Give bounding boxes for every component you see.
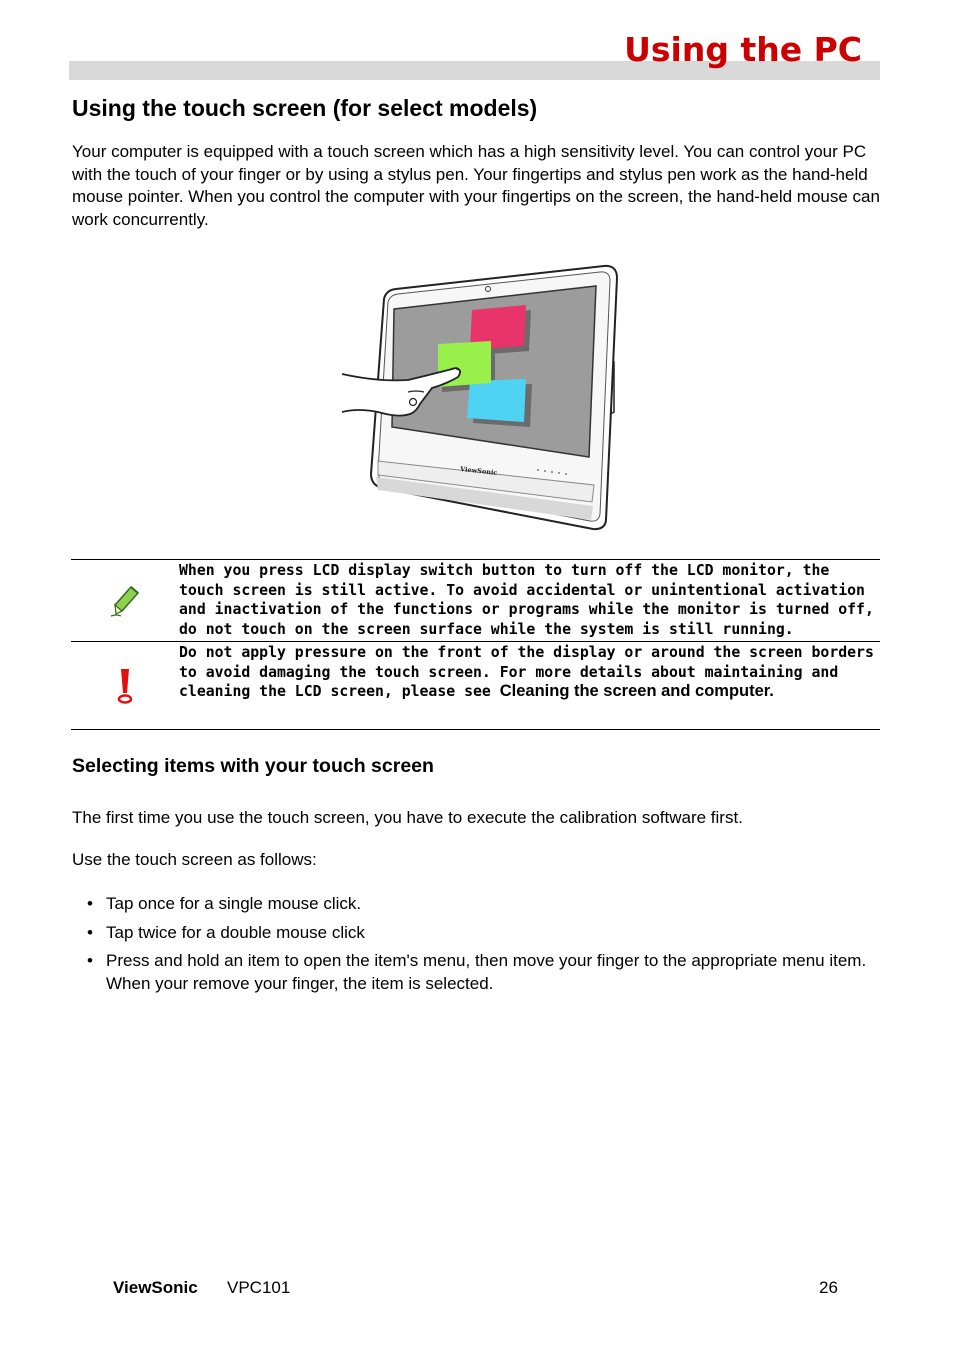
usage-bullet-list <box>87 892 877 1001</box>
footer-brand: ViewSonic <box>113 1278 198 1297</box>
usage-intro-paragraph: Use the touch screen as follows: <box>72 850 317 869</box>
note-row <box>71 560 880 642</box>
cleaning-reference-link[interactable]: Cleaning the screen and computer. <box>499 682 774 700</box>
list-item <box>87 892 877 915</box>
calibration-paragraph: The first time you use the touch screen, you have to execute the calibration software first. <box>72 808 743 827</box>
bullet-text: Press and hold an item to open the item's menu, then move your finger to the appropriate menu item. When your remove your finger, the item is selected. <box>106 951 867 993</box>
bullet-icon: • <box>87 951 93 970</box>
section-title-touch-screen: Using the touch screen (for select models) <box>72 95 538 121</box>
warning-text-body: Do not apply pressure on the front of the display or around the screen borders to avoid damaging the touch screen. For more details about maintaining and cleaning the LCD screen, please see <box>179 644 874 700</box>
touch-screen-illustration <box>338 262 623 534</box>
bullet-icon: • <box>87 894 93 913</box>
list-item <box>87 949 877 995</box>
monitor-brand-label: ViewSonic <box>459 465 498 477</box>
note-text-lcd-switch: When you press LCD display switch button to turn off the LCD monitor, the touch screen is still active. To avoid accidental or unintentional activation and inactivation of the functions or programs while the monitor is turned off, do not touch on the screen surface while the system is still running. <box>179 562 874 638</box>
list-item <box>87 921 877 944</box>
page-header-title: Using the PC <box>624 30 862 69</box>
warning-text <box>178 642 880 729</box>
exclamation-warning-icon <box>71 642 178 729</box>
page-number: 26 <box>819 1278 838 1297</box>
pencil-note-icon <box>71 560 178 641</box>
bullet-text: Tap twice for a double mouse click <box>106 922 365 942</box>
section-title-selecting-items: Selecting items with your touch screen <box>72 755 434 777</box>
intro-paragraph: Your computer is equipped with a touch screen which has a high sensitivity level. You can control your PC with the touch of your finger or by using a stylus pen. Your fingertips and stylus pen work as the hand-held mouse pointer. When you control the computer with your fingertips on the screen, the hand-held mouse can work concurrently. <box>72 142 880 229</box>
bullet-icon: • <box>87 922 93 942</box>
warning-row <box>71 642 880 730</box>
notes-table <box>71 559 880 730</box>
bullet-text: Tap once for a single mouse click. <box>106 894 362 913</box>
monitor-drawing <box>338 262 623 534</box>
footer-model: VPC101 <box>227 1278 291 1297</box>
